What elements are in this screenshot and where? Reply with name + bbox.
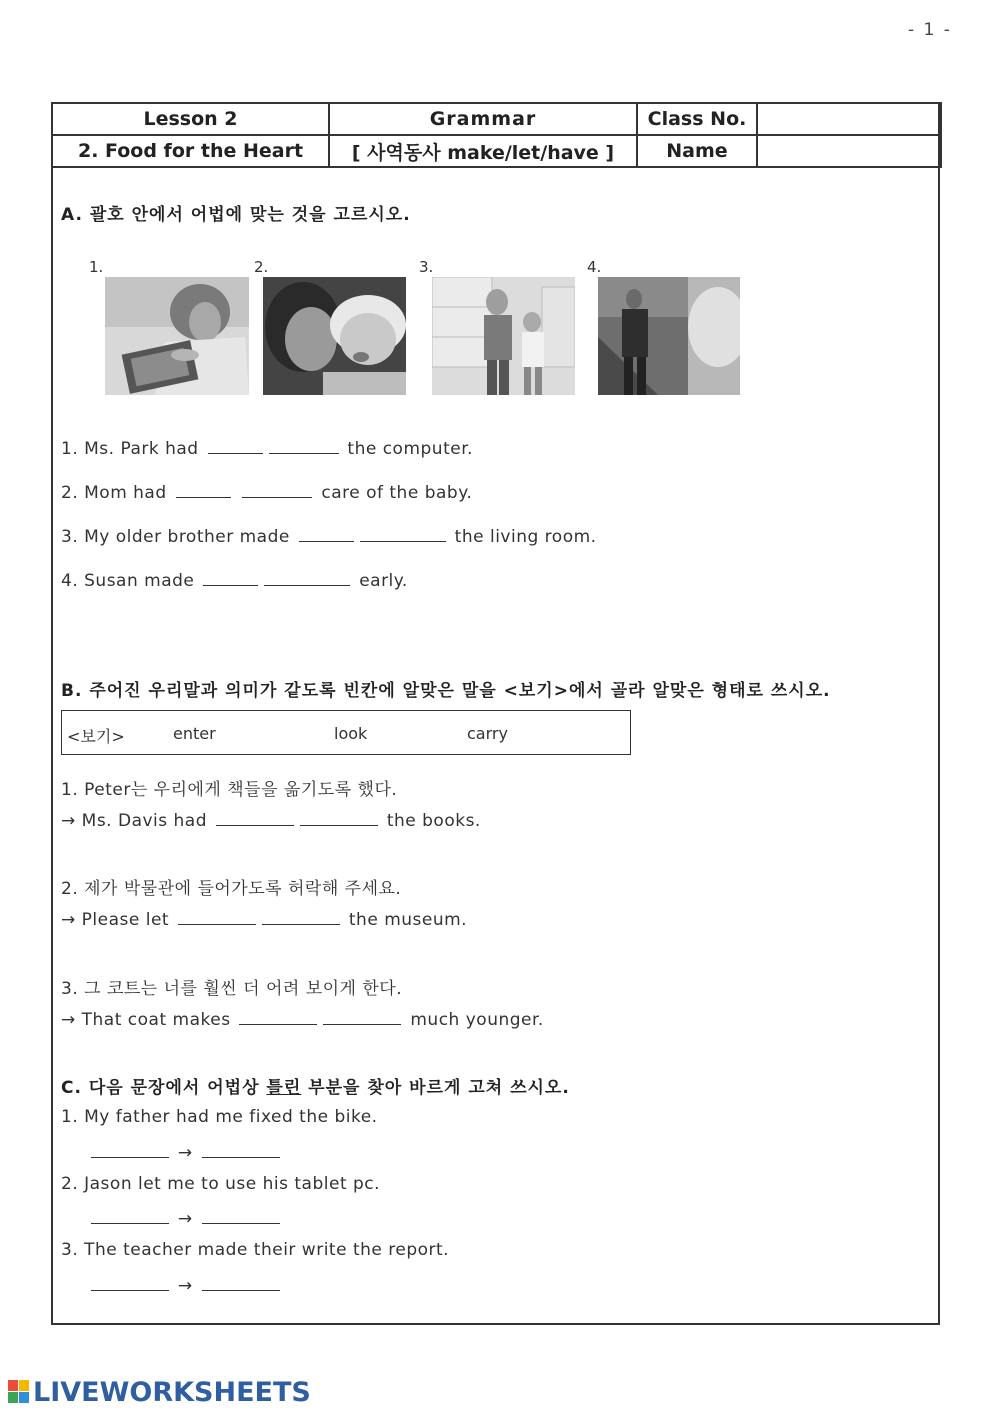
answer-blank[interactable] [208,437,263,454]
section-c-title [61,1073,570,1098]
class-no-field[interactable] [757,103,941,135]
lesson-cell: Lesson 2 [52,103,329,135]
image-label-2: 2. [254,258,269,276]
question-a-3-end: the living room. [454,527,597,547]
name-label: Name [637,135,757,167]
question-a-2-end: care of the baby. [321,483,473,503]
answer-blank[interactable] [323,1008,401,1025]
answer-blank[interactable] [216,809,294,826]
question-b-1 [61,809,481,831]
question-a-4-text: 4. Susan made [61,571,195,591]
question-b-2-text: → Please let [61,910,170,930]
section-a-title: A. 괄호 안에서 어법에 맞는 것을 고르시오. [61,205,411,225]
answer-blank[interactable] [269,437,339,454]
answer-blank[interactable] [264,569,350,586]
section-c-title-start: C. 다음 문장에서 어법상 [61,1078,267,1098]
word-bank-look: look [334,724,368,743]
answer-blank[interactable] [299,525,354,542]
photo-kids-cleaning-room [432,277,575,395]
image-label-4: 4. [587,258,602,276]
page-number: - 1 - [908,20,952,40]
answer-blank[interactable] [239,1008,317,1025]
question-b-1-korean: 1. Peter는 우리에게 책들을 옮기도록 했다. [61,780,398,800]
question-a-1-text: 1. Ms. Park had [61,439,199,459]
answer-blank[interactable] [300,809,378,826]
wrong-part-blank[interactable] [91,1274,169,1291]
question-a-2 [61,481,472,503]
arrow-icon: → [177,1276,193,1296]
answer-blank[interactable] [176,481,231,498]
section-c-title-end: 부분을 찾아 바르게 고쳐 쓰시오. [301,1078,570,1098]
question-a-4 [61,569,408,591]
question-b-3-text: → That coat makes [61,1010,231,1030]
question-b-2 [61,908,467,930]
question-b-1-end: the books. [386,811,481,831]
arrow-icon: → [177,1143,193,1163]
photo-boy-with-baby [263,277,406,395]
header-table [51,102,942,168]
class-no-label: Class No. [637,103,757,135]
topic-cell: [ 사역동사 make/let/have ] [329,135,637,167]
question-a-4-end: early. [359,571,408,591]
unit-cell: 2. Food for the Heart [52,135,329,167]
word-bank-box [61,710,631,755]
question-b-2-end: the museum. [348,910,468,930]
question-b-3-end: much younger. [410,1010,544,1030]
question-b-1-text: → Ms. Davis had [61,811,208,831]
question-a-2-text: 2. Mom had [61,483,167,503]
answer-blank[interactable] [262,908,340,925]
photo-girl-fixing-computer [105,277,249,395]
wrong-part-blank[interactable] [91,1207,169,1224]
question-a-3 [61,525,597,547]
correction-blank[interactable] [202,1207,280,1224]
grammar-cell: Grammar [329,103,637,135]
correction-blank[interactable] [202,1141,280,1158]
arrow-icon: → [177,1209,193,1229]
correction-blank[interactable] [202,1274,280,1291]
question-b-3 [61,1008,544,1030]
question-c-1: 1. My father had me fixed the bike. [61,1107,378,1127]
correction-row-2 [88,1207,283,1229]
section-b-title: B. 주어진 우리말과 의미가 같도록 빈칸에 알맞은 말을 <보기>에서 골라 알맞은 형태로 쓰시오. [61,681,831,701]
word-bank-label: <보기> [67,727,125,746]
image-label-3: 3. [419,258,434,276]
correction-row-1 [88,1141,283,1163]
name-field[interactable] [757,135,941,167]
question-c-3: 3. The teacher made their write the report. [61,1240,450,1260]
question-c-2: 2. Jason let me to use his tablet pc. [61,1174,381,1194]
brand-wordmark[interactable]: LIVEWORKSHEETS [33,1377,311,1408]
wrong-part-blank[interactable] [91,1141,169,1158]
answer-blank[interactable] [203,569,258,586]
question-a-1-end: the computer. [347,439,474,459]
question-a-3-text: 3. My older brother made [61,527,290,547]
question-b-3-korean: 3. 그 코트는 너를 훨씬 더 어려 보이게 한다. [61,979,403,999]
answer-blank[interactable] [178,908,256,925]
image-label-1: 1. [89,258,104,276]
word-bank-enter: enter [173,724,216,743]
word-bank-carry: carry [467,724,508,743]
question-b-2-korean: 2. 제가 박물관에 들어가도록 허락해 주세요. [61,879,402,899]
correction-row-3 [88,1274,283,1296]
photo-man-on-stairs [598,277,740,395]
answer-blank[interactable] [242,481,312,498]
question-a-1 [61,437,473,459]
liveworksheets-logo-icon [8,1380,30,1404]
answer-blank[interactable] [360,525,446,542]
section-c-title-underlined: 틀린 [266,1078,302,1098]
